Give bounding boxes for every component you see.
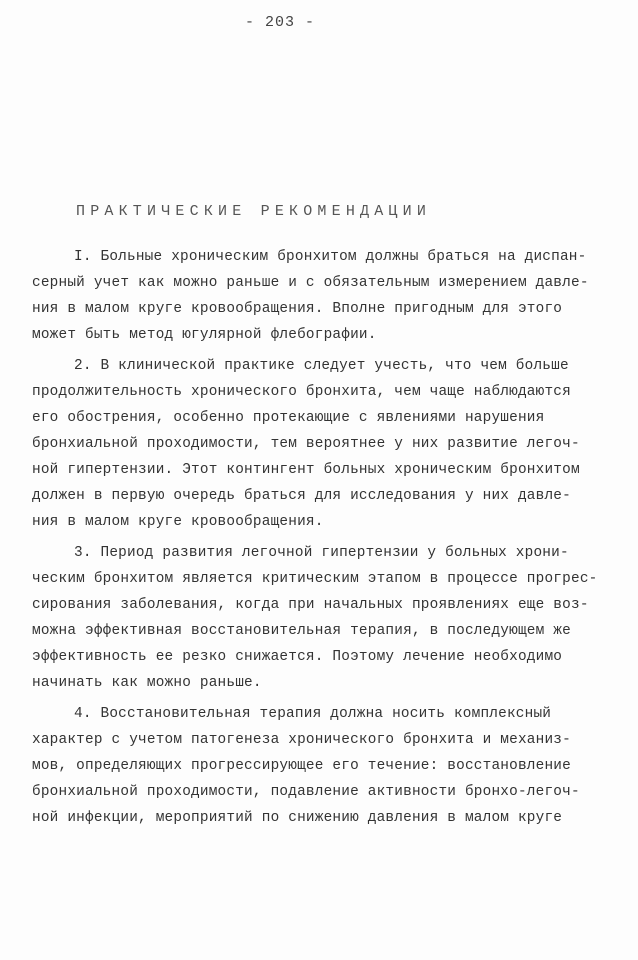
text-line: характер с учетом патогенеза хронического бронхита и механиз- xyxy=(32,732,571,748)
text-line: бронхиальной проходимости, тем вероятнее у них развитие легоч- xyxy=(32,436,580,452)
text-line: ния в малом круге кровообращения. xyxy=(32,514,324,530)
text-line: 3. Период развития легочной гипертензии у больных хрони- xyxy=(74,545,569,561)
paragraph xyxy=(32,540,632,696)
paragraph xyxy=(32,701,632,831)
text-line: ния в малом круге кровообращения. Вполне пригодным для этого xyxy=(32,301,563,317)
text-line: эффективность ее резко снижается. Поэтому лечение необходимо xyxy=(32,649,563,665)
text-line: продолжительность хронического бронхита, чем чаще наблюдаются xyxy=(32,384,571,400)
text-line: его обострения, особенно протекающие с явлениями нарушения xyxy=(32,410,545,426)
text-line: можна эффективная восстановительная терапия, в последующем же xyxy=(32,623,571,639)
text-line: 4. Восстановительная терапия должна носить комплексный xyxy=(74,706,552,722)
section-title: ПРАКТИЧЕСКИЕ РЕКОМЕНДАЦИИ xyxy=(76,203,432,220)
text-line: начинать как можно раньше. xyxy=(32,675,262,691)
text-line: ной гипертензии. Этот контингент больных хроническим бронхитом xyxy=(32,462,580,478)
page-number: - 203 - xyxy=(244,14,315,31)
text-line: ной инфекции, мероприятий по снижению давления в малом круге xyxy=(32,810,563,826)
text-line: сирования заболевания, когда при начальных проявлениях еще воз- xyxy=(32,597,589,613)
text-line: должен в первую очередь браться для исследования у них давле- xyxy=(32,488,571,504)
text-line: мов, определяющих прогрессирующее его течение: восстановление xyxy=(32,758,571,774)
text-line: ческим бронхитом является критическим этапом в процессе прогрес- xyxy=(32,571,598,587)
text-line: бронхиальной проходимости, подавление активности бронхо-легоч- xyxy=(32,784,580,800)
paragraph xyxy=(32,244,632,348)
text-line: I. Больные хроническим бронхитом должны браться на диспан- xyxy=(74,249,587,265)
text-line: 2. В клинической практике следует учесть, что чем больше xyxy=(74,358,569,374)
body-text xyxy=(32,244,632,831)
text-line: серный учет как можно раньше и с обязательным измерением давле- xyxy=(32,275,589,291)
paragraph xyxy=(32,353,632,535)
text-line: может быть метод югулярной флебографии. xyxy=(32,327,377,343)
